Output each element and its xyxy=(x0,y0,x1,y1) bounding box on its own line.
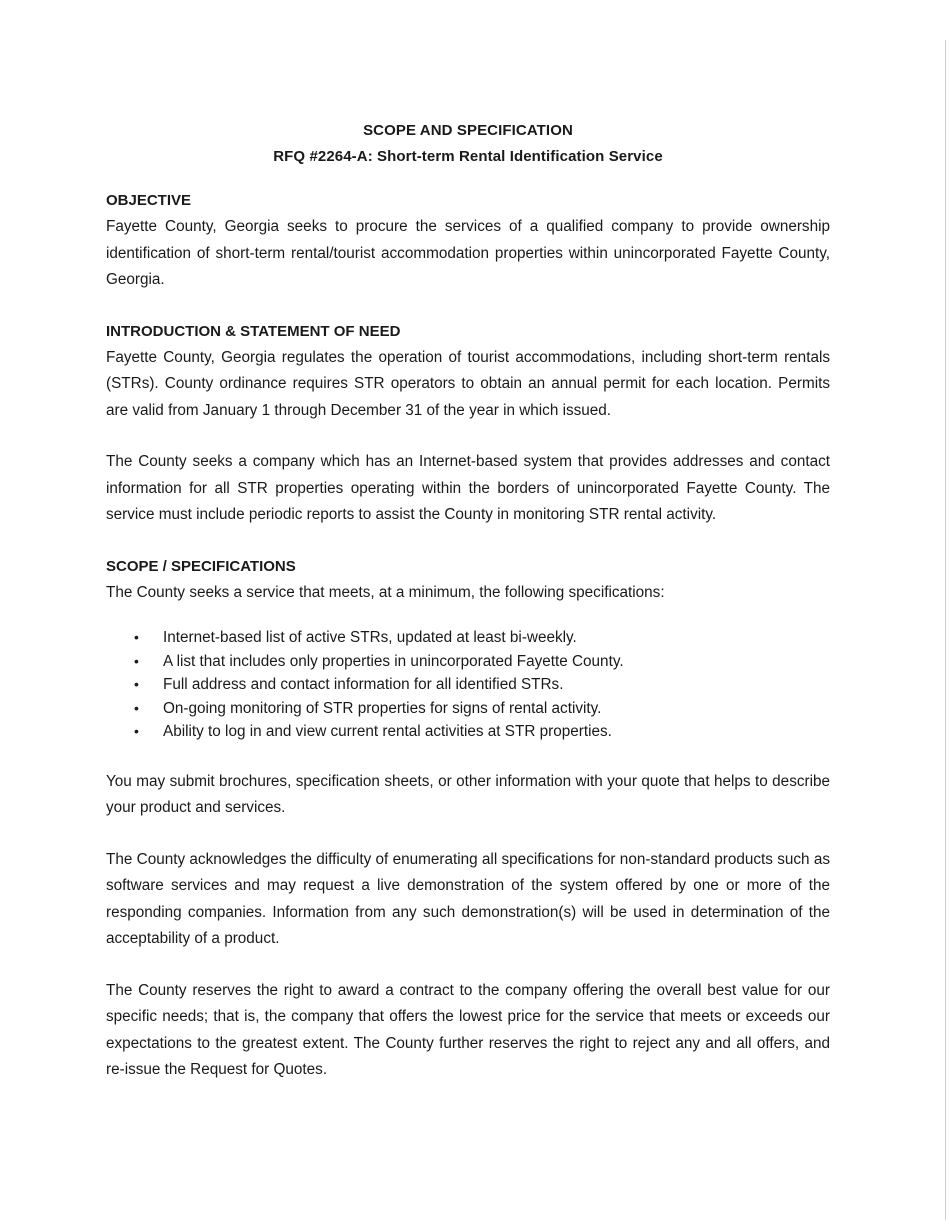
objective-text: Fayette County, Georgia seeks to procure the services of a qualified company to provide ownership identification of short-term rental/tourist accommodation properties within unincorporated Fayette County, Georgia. xyxy=(106,218,830,288)
bullet-icon: • xyxy=(134,629,139,645)
list-item xyxy=(134,697,830,721)
bullet-icon: • xyxy=(134,676,139,692)
scope-paragraph: The County acknowledges the difficulty of enumerating all specifications for non-standard products such as software services and may request a live demonstration of the system offered by one or more of the responding companies. Information from any such demonstration(s) will be used in determination of the acceptability of a product. xyxy=(106,850,830,947)
scope-intro: The County seeks a service that meets, at a minimum, the following specifications: xyxy=(106,583,665,601)
specifications-list xyxy=(106,626,830,744)
bullet-icon: • xyxy=(134,699,139,716)
list-item-text: On-going monitoring of STR properties for signs of rental activity. xyxy=(163,699,602,717)
list-item xyxy=(134,650,830,674)
objective-section xyxy=(106,188,830,294)
objective-heading: OBJECTIVE xyxy=(106,192,192,209)
introduction-paragraph: Fayette County, Georgia regulates the operation of tourist accommodations, including short-term rentals (STRs). County ordinance requires STR operators to obtain an annual permit for each location. Permits are valid from January 1 through December 31 of the year in which issued. xyxy=(106,348,830,419)
introduction-heading: INTRODUCTION & STATEMENT OF NEED xyxy=(106,322,401,340)
list-item xyxy=(134,673,830,697)
document-title: SCOPE AND SPECIFICATION xyxy=(363,122,573,139)
list-item xyxy=(134,626,830,650)
scope-section xyxy=(106,554,830,1084)
document-title-block xyxy=(106,118,830,170)
list-item-text: A list that includes only properties in unincorporated Fayette County. xyxy=(163,652,624,670)
scope-paragraph: The County reserves the right to award a contract to the company offering the overall best value for our specific needs; that is, the company that offers the lowest price for the service that meets or exceeds our expectations to the greatest extent. The County further reserves the right to reject any and all offers, and re-issue the Request for Quotes. xyxy=(106,981,830,1078)
document-body xyxy=(106,118,830,1109)
bullet-icon: • xyxy=(134,652,139,669)
list-item-text: Internet-based list of active STRs, updated at least bi-weekly. xyxy=(163,629,577,646)
introduction-paragraph: The County seeks a company which has an Internet-based system that provides addresses and contact information for all STR properties operating within the borders of unincorporated Fayette County. The service must include periodic reports to assist the County in monitoring STR rental activity. xyxy=(106,453,830,523)
scope-paragraph: You may submit brochures, specification sheets, or other information with your quote that helps to describe your product and services. xyxy=(106,772,830,816)
list-item xyxy=(134,720,830,744)
document-subtitle: RFQ #2264-A: Short-term Rental Identification Service xyxy=(273,148,663,165)
scope-heading: SCOPE / SPECIFICATIONS xyxy=(106,557,296,575)
list-item-text: Ability to log in and view current rental activities at STR properties. xyxy=(163,723,612,740)
introduction-section xyxy=(106,319,830,529)
list-item-text: Full address and contact information for all identified STRs. xyxy=(163,676,564,693)
bullet-icon: • xyxy=(134,723,139,739)
page-edge-divider xyxy=(945,40,946,1220)
